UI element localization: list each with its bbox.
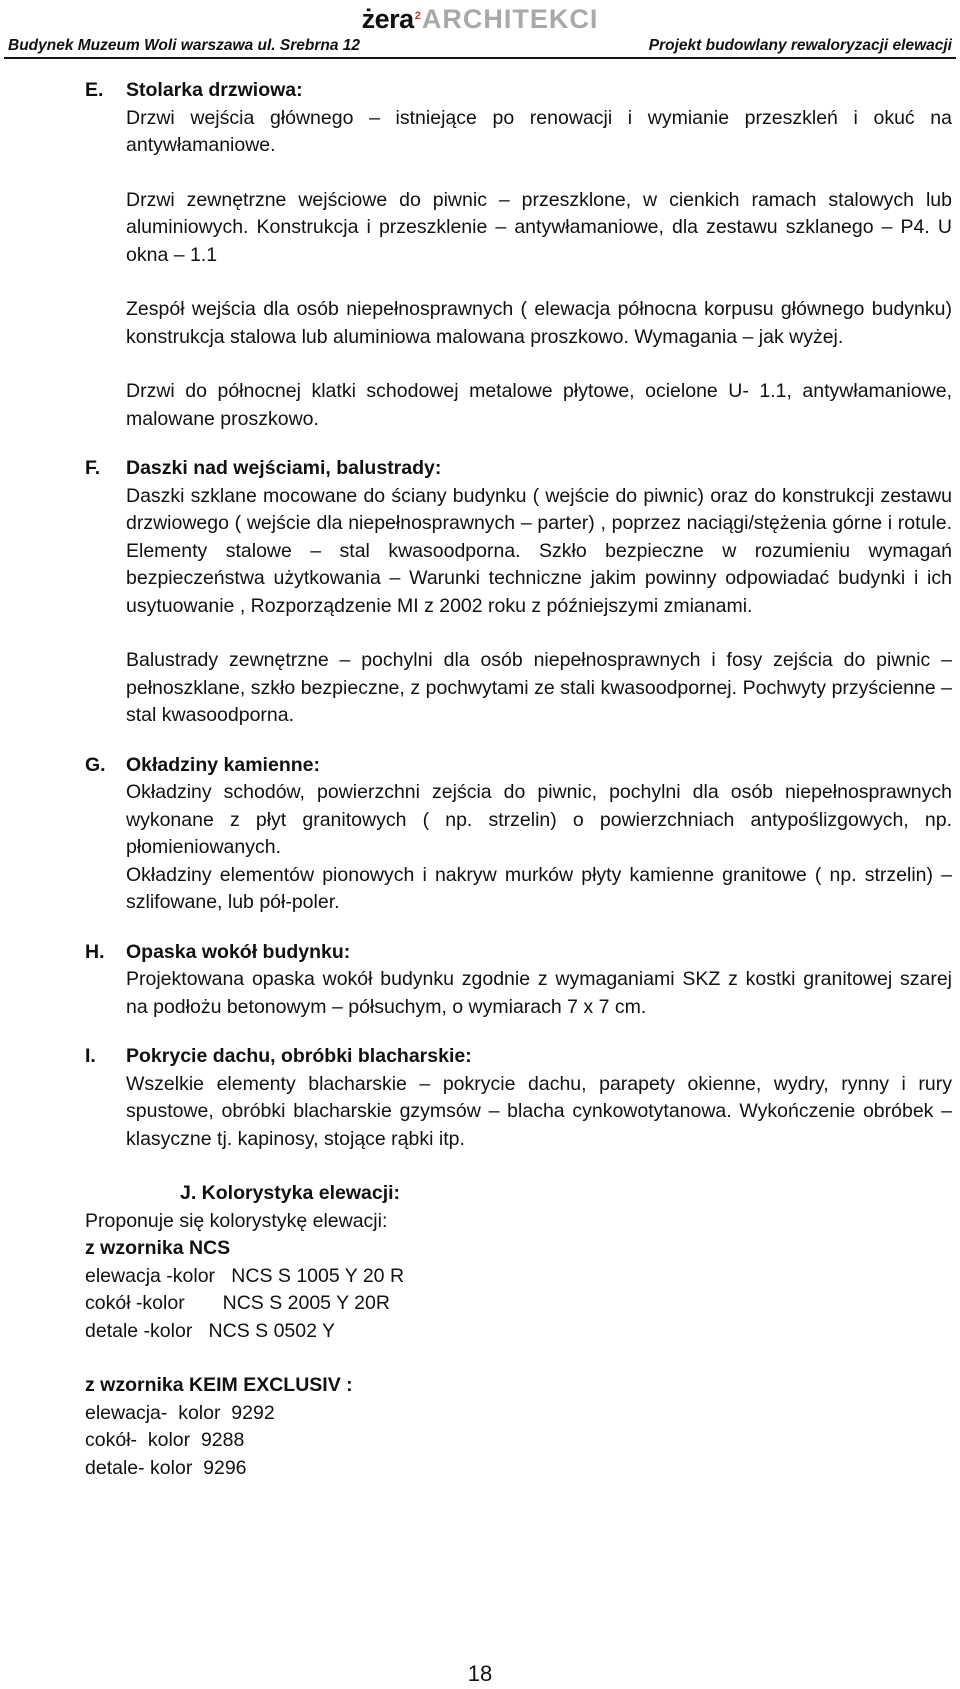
ncs-line: detale -kolor NCS S 0502 Y [85, 1319, 336, 1342]
section-letter: G. [85, 753, 106, 776]
document-body [0, 77, 960, 1482]
keim-line: cokół- kolor 9288 [85, 1429, 245, 1451]
section-title: Opaska wokół budynku: [126, 940, 351, 963]
section-e [0, 77, 960, 433]
paragraph: Okładziny schodów, powierzchni zejścia do piwnic, pochylni dla osób niepełnosprawnych wykonane z płyt granitowych ( np. strzelin) o powierzchniach antypoślizgowych, np. płomieniowanych. [126, 781, 952, 858]
header-project-type: Projekt budowlany rewaloryzacji elewacji [648, 37, 952, 54]
colour-intro: Proponuje się kolorystykę elewacji: [85, 1209, 388, 1232]
paragraph: Balustrady zewnętrzne – pochylni dla osób niepełnosprawnych i fosy zejścia do piwnic – pełnoszklane, szkło bezpieczne, z pochwytami ze stali kwasoodpornej. Pochwyty przyścienne – stal kwasoodporna. [126, 649, 952, 726]
section-letter: I. [85, 1045, 96, 1067]
keim-line: detale- kolor 9296 [85, 1456, 247, 1479]
section-title: Daszki nad wejściami, balustrady: [126, 457, 442, 479]
ncs-line: elewacja -kolor NCS S 1005 Y 20 R [85, 1264, 405, 1287]
section-letter: E. [85, 79, 104, 101]
paragraph: Wszelkie elementy blacharskie – pokrycie dachu, parapety okienne, wydry, rynny i rury spustowe, obróbki blacharskie gzymsów – blacha cynkowotytanowa. Wykończenie obróbek – klasyczne tj. kapinosy, stojące rąbki itp. [126, 1072, 952, 1150]
section-g [0, 752, 960, 917]
section-i [0, 1043, 960, 1153]
paragraph: Drzwi zewnętrzne wejściowe do piwnic – przeszklone, w cienkich ramach stalowych lub aluminiowych. Konstrukcja i przeszklenie – antywłamaniowe, dla zestawu szklanego – P4. U okna – 1.1 [126, 188, 952, 266]
ncs-heading: z wzornika NCS [85, 1237, 231, 1259]
paragraph: Projektowana opaska wokół budynku zgodnie z wymaganiami SKZ z kostki granitowej szarej na podłożu betonowym – półsuchym, o wymiarach 7 x 7 cm. [126, 968, 952, 1018]
header-divider [4, 57, 956, 59]
section-f [0, 455, 960, 730]
section-letter: H. [85, 940, 105, 963]
logo-architekci: ARCHITEKCI [421, 4, 599, 34]
paragraph: Drzwi do północnej klatki schodowej metalowe płytowe, ocielone U- 1.1, antywłamaniowe, malowane proszkowo. [126, 380, 952, 430]
paragraph: Drzwi wejścia głównego – istniejące po renowacji i wymianie przeszkleń i okuć na antywłamaniowe. [126, 106, 952, 156]
section-title: Stolarka drzwiowa: [126, 79, 303, 101]
section-title: J. Kolorystyka elewacji: [180, 1182, 401, 1204]
keim-line: elewacja- kolor 9292 [85, 1401, 275, 1424]
section-letter: F. [85, 457, 101, 479]
section-title: Okładziny kamienne: [126, 753, 320, 776]
section-j [0, 1180, 960, 1482]
logo-superscript: 2 [414, 10, 421, 22]
paragraph: Okładziny elementów pionowych i nakryw murków płyty kamienne granitowe ( np. strzelin) – szlifowane, lub pół-poler. [126, 863, 952, 913]
ncs-line: cokół -kolor NCS S 2005 Y 20R [85, 1292, 390, 1314]
header-logo [0, 4, 960, 34]
logo-zera: żera [361, 4, 414, 34]
paragraph: Daszki szklane mocowane do ściany budynku ( wejście do piwnic) oraz do konstrukcji zestawu drzwiowego ( wejście dla niepełnosprawnych – parter) , poprzez naciągi/stężenia górne i rotule. Elementy stalowe – stal kwasoodporna. Szkło bezpieczne w rozumieniu wymagań bezpieczeństwa użytkowania – Warunki techniczne jakim powinny odpowiadać budynki i ich usytuowanie , Rozporządzenie MI z 2002 roku z późniejszymi zmianami. [126, 484, 952, 617]
page-number: 18 [467, 1661, 493, 1686]
section-h [0, 939, 960, 1022]
section-title: Pokrycie dachu, obróbki blacharskie: [126, 1045, 472, 1067]
keim-heading: z wzornika KEIM EXCLUSIV : [85, 1374, 353, 1396]
header-project-address: Budynek Muzeum Woli warszawa ul. Srebrna 12 [8, 37, 361, 54]
paragraph: Zespół wejścia dla osób niepełnosprawnych ( elewacja północna korpusu głównego budynku) konstrukcja stalowa lub aluminiowa malowana proszkowo. Wymagania – jak wyżej. [126, 298, 952, 348]
